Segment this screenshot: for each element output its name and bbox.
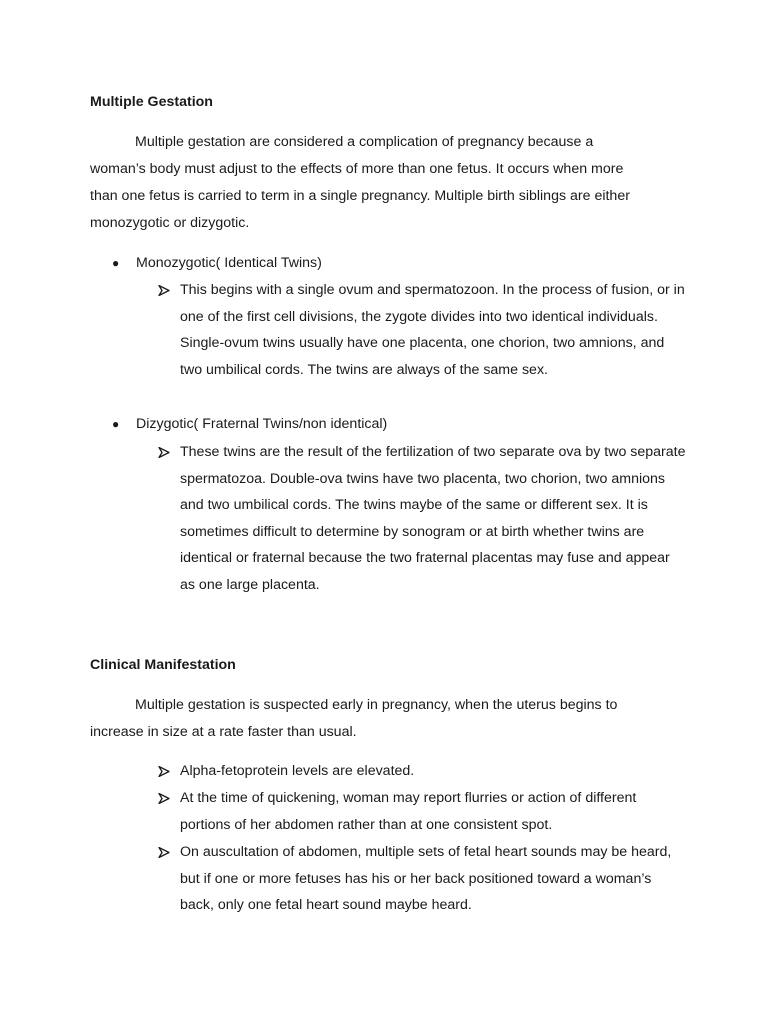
detail-monozygotic — [158, 277, 688, 383]
intro-paragraph — [90, 129, 650, 237]
intro-paragraph-text: Multiple gestation are considered a complication of pregnancy because a woman’s body must adjust to the effects of more than one fetus. It occurs when more than one fetus is carried to term in a single pregnancy. Multiple birth siblings are either monozygotic or dizygotic. — [90, 134, 630, 231]
arrow-bullet-icon — [158, 277, 180, 303]
bullet-label: Monozygotic( Identical Twins) — [136, 255, 322, 271]
clinical-item-1 — [158, 758, 688, 785]
clinical-item-3 — [158, 839, 688, 919]
clinical-intro-text: Multiple gestation is suspected early in pregnancy, when the uterus begins to increase in size at a rate faster than usual. — [90, 697, 618, 740]
bullet-dot-icon: ● — [112, 417, 120, 431]
clinical-item-text: On auscultation of abdomen, multiple sets of fetal heart sounds may be heard, but if one or more fetuses has his or her back positioned toward a woman’s back, only one fetal heart sound maybe heard. — [180, 844, 672, 913]
arrow-bullet-icon — [158, 785, 180, 811]
section-heading-clinical-manifestation: Clinical Manifestation — [90, 657, 236, 673]
clinical-intro-paragraph — [90, 692, 650, 746]
clinical-item-text: Alpha-fetoprotein levels are elevated. — [180, 763, 415, 779]
section-heading-multiple-gestation: Multiple Gestation — [90, 94, 213, 110]
detail-text: This begins with a single ovum and spermatozoon. In the process of fusion, or in one of the first cell divisions, the zygote divides into two identical individuals. Single-ovum twins usually have one placenta, one chorion, two amnions, and two umbilical cords. The twins are always of the same sex. — [180, 282, 685, 378]
detail-dizygotic — [158, 439, 688, 598]
bullet-dot-icon: ● — [112, 256, 120, 270]
arrow-bullet-icon — [158, 439, 180, 465]
detail-text: These twins are the result of the fertilization of two separate ova by two separate spermatozoa. Double-ova twins have two placenta, two chorion, two amnions and two umbilical cords. The twins maybe of the same or different sex. It is sometimes difficult to determine by sonogram or at birth whether twins are identical or fraternal because the two fraternal placentas may fuse and appear as one large placenta. — [180, 444, 686, 593]
arrow-bullet-icon — [158, 758, 180, 784]
arrow-bullet-icon — [158, 839, 180, 865]
clinical-item-text: At the time of quickening, woman may report flurries or action of different portions of her abdomen rather than at one consistent spot. — [180, 790, 637, 833]
bullet-monozygotic — [112, 253, 322, 273]
bullet-label: Dizygotic( Fraternal Twins/non identical) — [136, 416, 388, 432]
clinical-item-2 — [158, 785, 688, 838]
bullet-dizygotic — [112, 414, 387, 434]
